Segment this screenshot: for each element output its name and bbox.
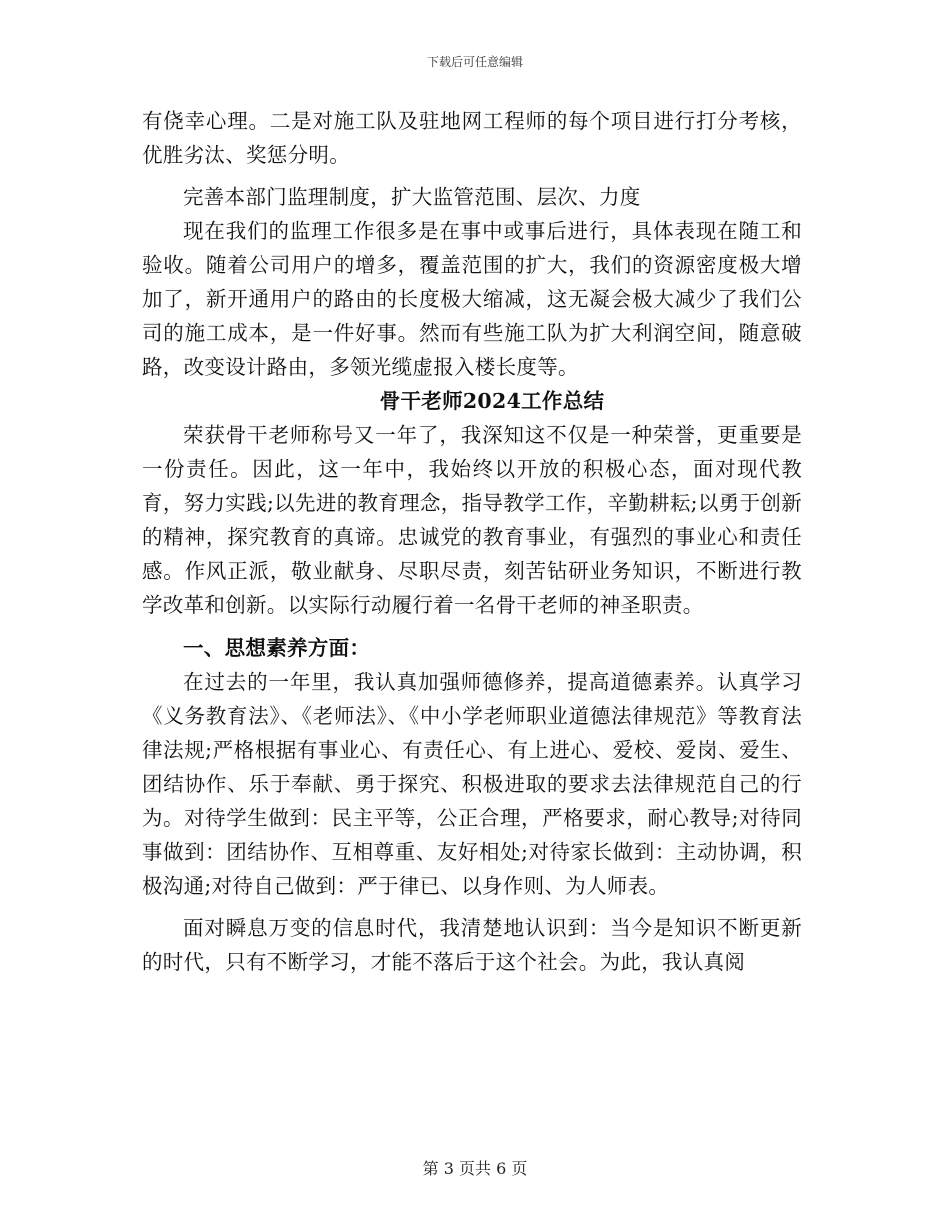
document-title: 骨干老师2024工作总结 [379,389,605,413]
paragraph-subheading: 完善本部门监理制度，扩大监管范围、层次、力度 [183,185,641,209]
paragraph-learning: 面对瞬息万变的信息时代，我清楚地认识到：当今是知识不断更新的时代，只有不断学习，才能不落后于这个社会。为此，我认真阅 [142,916,802,974]
paragraph-continued: 有侥幸心理。二是对施工队及驻地网工程师的每个项目进行打分考核，优胜劣汰、奖惩分明。 [142,109,802,167]
section-heading: 一、思想素养方面： [183,636,371,660]
document-body [142,104,802,979]
paragraph-intro: 荣获骨干老师称号又一年了，我深知这不仅是一种荣誉，更重要是一份责任。因此，这一年中，我始终以开放的积极心态，面对现代教育，努力实践;以先进的教育理念，指导教学工作，辛勤耕耘;以勇于创新的精神，探究教育的真谛。忠诚党的教育事业，有强烈的事业心和责任感。作风正派，敬业献身、尽职尽责，刻苦钻研业务知识，不断进行教学改革和创新。以实际行动履行着一名骨干老师的神圣职责。 [142,423,802,617]
paragraph-supervision: 现在我们的监理工作很多是在事中或事后进行，具体表现在随工和验收。随着公司用户的增多，覆盖范围的扩大，我们的资源密度极大增加了，新开通用户的路由的长度极大缩减，这无凝会极大减少了我们公司的施工成本，是一件好事。然而有些施工队为扩大利润空间，随意破路，改变设计路由，多领光缆虚报入楼长度等。 [142,219,802,379]
page-footer: 第 3 页共 6 页 [422,1159,528,1178]
paragraph-ethics: 在过去的一年里，我认真加强师德修养，提高道德素养。认真学习《义务教育法》、《老师法》、《中小学老师职业道德法律规范》等教育法律法规;严格根据有事业心、有责任心、有上进心、爱校、爱岗、爱生、团结协作、乐于奉献、勇于探究、积极进取的要求去法律规范自己的行为。对待学生做到：民主平等，公正合理，严格要求，耐心教导;对待同事做到：团结协作、互相尊重、友好相处;对待家长做到：主动协调，积极沟通;对待自己做到：严于律已、以身作则、为人师表。 [142,670,802,898]
page-header: 下载后可任意编辑 [426,55,523,69]
